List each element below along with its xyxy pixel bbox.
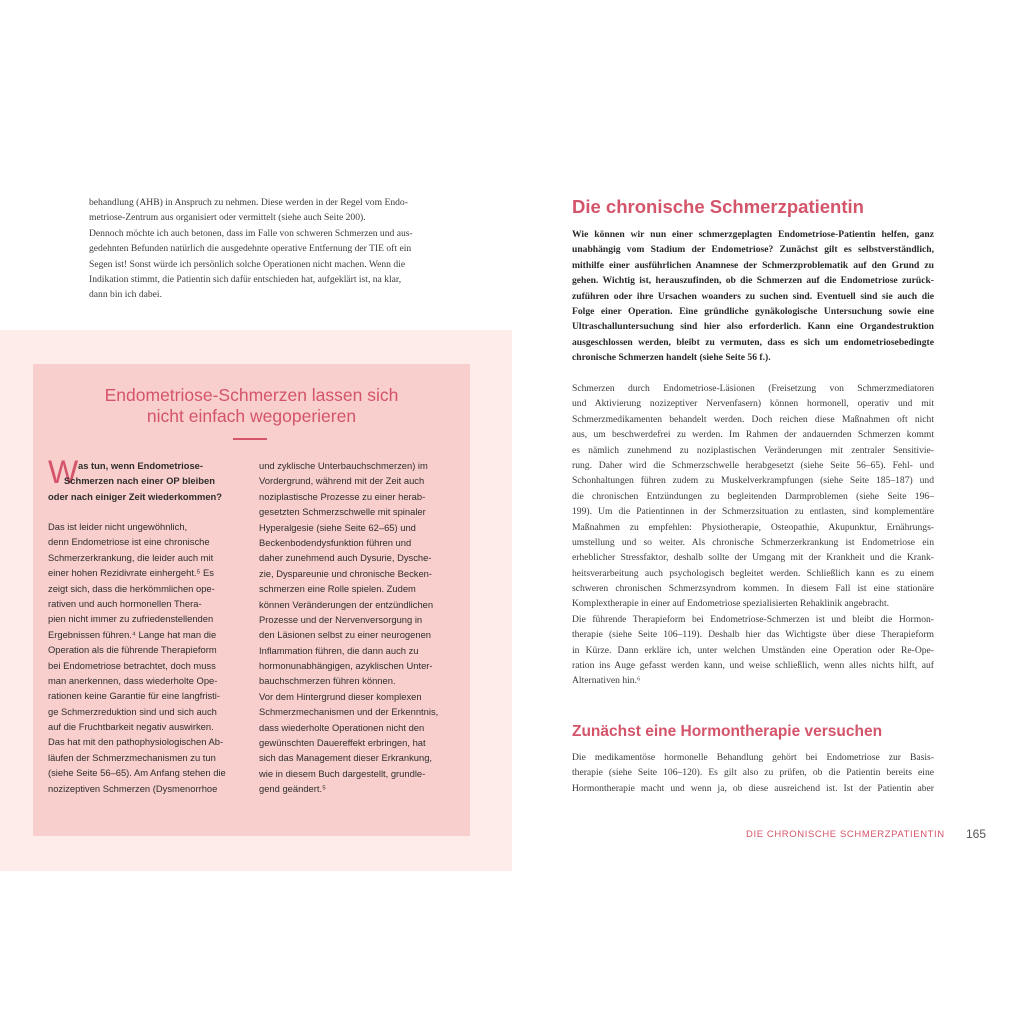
box-text-line: daher zunehmend auch Dysurie, Dysche- xyxy=(259,552,432,564)
question-line: as tun, wenn Endometriose- xyxy=(78,460,204,471)
box-text-line: und zyklische Unterbauchschmerzen) im xyxy=(259,460,428,471)
body-line: Schonhaltungen führen zudem zu Muskelverkrampfungen (siehe Seite 185–187) und xyxy=(572,475,934,487)
body-line: Maßnahmen zu empfehlen: Physiotherapie, Osteopathie, Akupunktur, Ernährungs- xyxy=(572,521,934,533)
section-body xyxy=(572,381,934,689)
box-text-line: können Veränderungen der entzündlichen xyxy=(259,598,434,610)
body-line: 199). Um die Patientinnen in der Schmerzsituation zu entlasten, sind komplementäre xyxy=(572,506,934,518)
question-line: Schmerzen nach einer OP bleiben xyxy=(64,475,215,487)
box-text-line: bei Endometriose betrachtet, doch muss xyxy=(48,659,216,671)
box-text-line: Schmerzerkrankung, die leider auch mit xyxy=(48,551,214,563)
left-page-intro-text xyxy=(89,195,453,303)
box-text-line: Das ist leider nicht ungewöhnlich, xyxy=(48,521,188,532)
box-text-line: Beckenbodendysfunktion führen und xyxy=(259,536,412,548)
box-text-line: Das hat mit den pathophysiologischen Ab- xyxy=(48,736,224,748)
box-text-line: zeigt sich, dass die herkömmlichen ope- xyxy=(48,582,215,594)
question-line: oder nach einiger Zeit wiederkommen? xyxy=(48,490,223,502)
intro-line: unabhängig vom Stadium der Endometriose? Zunächst gilt es selbstverständlich, xyxy=(572,244,934,256)
body-line: und Aktivierung nozizeptiver Nervenfasern) können hormonell, operativ und mit xyxy=(572,398,934,410)
box-text-line: dass wiederholte Operationen nicht den xyxy=(259,721,425,733)
text-line: gedehnten Befunden natürlich die ausgedehnte operative Entfernung der TIE oft ein xyxy=(89,243,412,255)
box-text-line: Vordergrund, während mit der Zeit auch xyxy=(259,475,425,487)
intro-line: Wie können wir nun einer schmerzgeplagten Endometriose-Patientin helfen, ganz xyxy=(572,229,934,240)
text-line: dann bin ich dabei. xyxy=(89,289,162,301)
box-text-line: rativen und auch hormonellen Thera- xyxy=(48,597,202,609)
box-text-line: gewünschten Dauereffekt erbringen, hat xyxy=(259,737,426,749)
body-line: therapie (siehe Seite 106–120). Es gilt also zu prüfen, ob die Patientin bereits eine xyxy=(572,767,934,779)
text-line: Dennoch möchte ich auch betonen, dass im Falle von schweren Schmerzen und aus- xyxy=(89,227,413,239)
intro-line: zuführen oder ihre Ursachen woanders zu suchen sind. Eventuell sind sie auch die xyxy=(572,290,934,302)
body-line: Schmerzen durch Endometriose-Läsionen (Freisetzung von Schmerzmediatoren xyxy=(572,383,934,394)
box-text-line: noziplastische Prozesse zu einer herab- xyxy=(259,490,426,502)
box-text-line: gend geändert.⁵ xyxy=(259,783,326,795)
body-line: Die führende Therapieform bei Endometriose-Schmerzen ist und bleibt die Hormon- xyxy=(572,613,934,625)
box-text-line: Ergebnissen führen.⁴ Lange hat man die xyxy=(48,628,217,640)
box-text-line: (siehe Seite 56–65). Am Anfang stehen die xyxy=(48,767,226,779)
box-text-line: einer hohen Rezidivrate einhergeht.⁵ Es xyxy=(48,567,214,579)
running-footer: DIE CHRONISCHE SCHMERZPATIENTIN xyxy=(746,829,945,840)
box-text-line: Inflammation führen, die dann auch zu xyxy=(259,644,419,656)
info-box-title-line-1: Endometriose-Schmerzen lassen sich xyxy=(104,385,399,405)
info-box-column-1 xyxy=(48,519,244,796)
body-line: Hormontherapie macht und wenn ja, ob diese ausreichend ist. Ist der Patientin aber xyxy=(572,782,934,794)
box-text-line: den Läsionen selbst zu einer neurogenen xyxy=(259,629,432,641)
subsection-body xyxy=(572,750,934,796)
body-line: Komplextherapie in einer auf Endometriose spezialisierten Rehaklinik angebracht. xyxy=(572,598,890,610)
body-line: therapie (siehe Seite 106–119). Deshalb hier das Wichtigste über diese Therapieform xyxy=(572,629,934,641)
intro-line: gehen. Wichtig ist, herauszufinden, ob die Schmerzen auf die Endometriose zurück- xyxy=(572,275,934,287)
subheading: Zunächst eine Hormontherapie versuchen xyxy=(572,723,883,740)
text-line: metriose-Zentrum aus organisiert oder vermittelt (siehe auch Seite 200). xyxy=(89,212,366,224)
body-line: Alternativen hin.⁶ xyxy=(572,675,641,687)
body-line: Schmerzmedikamenten behandelt werden. Doch reichen diese Maßnahmen oft nicht xyxy=(572,413,934,425)
body-line: Die medikamentöse hormonelle Behandlung gehört bei Endometriose zur Basis- xyxy=(572,752,934,763)
box-text-line: Vor dem Hintergrund dieser komplexen xyxy=(259,690,422,702)
dropcap-letter: W xyxy=(48,454,79,490)
section-intro xyxy=(572,227,934,366)
section-title: Die chronische Schmerzpatientin xyxy=(572,196,864,217)
intro-line: chronische Schmerzen handelt (siehe Seite 56 f.). xyxy=(572,352,771,364)
body-line: heitsverarbeitung auch psychologisch begleitet werden. Schließlich kann es zu einem xyxy=(572,567,934,579)
intro-line: Folge einer Operation. Eine gründliche gynäkologische Untersuchung sowie eine xyxy=(572,305,934,317)
box-text-line: nozizeptiven Schmerzen (Dysmenorrhoe xyxy=(48,782,218,794)
box-text-line: bauchschmerzen führen können. xyxy=(259,675,396,687)
text-line: Segen ist! Sonst würde ich persönlich solche Operationen nicht machen. Wenn die xyxy=(89,258,406,270)
body-line: aus, um beschwerdefrei zu werden. Im Rahmen der andauernden Schmerzen kommt xyxy=(572,429,934,441)
box-text-line: Schmerzmechanismen und der Erkenntnis, xyxy=(259,706,439,718)
box-text-line: Operation als die führende Therapieform xyxy=(48,644,217,656)
box-text-line: auf die Fruchtbarkeit negativ auswirken. xyxy=(48,721,214,733)
info-box-column-2 xyxy=(259,458,459,797)
intro-line: ausgeschlossen werden, bleibt zu vermuten, dass es sich um endometriosebedingte xyxy=(572,336,934,348)
text-line: behandlung (AHB) in Anspruch zu nehmen. Diese werden in der Regel vom Endo- xyxy=(89,197,408,208)
box-text-line: sich das Management dieser Erkrankung, xyxy=(259,752,433,764)
box-text-line: wie in diesem Buch dargestellt, grundle- xyxy=(259,767,426,779)
box-text-line: schmerzen eine Rolle spielen. Zudem xyxy=(259,583,416,595)
box-text-line: pien nicht immer zu zufriedenstellenden xyxy=(48,613,214,625)
body-line: in Kürze. Dann erkläre ich, unter welchen Umständen eine Operation oder Re-Ope- xyxy=(572,644,934,656)
box-text-line: hormonunabhängigen, azyklischen Unter- xyxy=(259,660,433,672)
body-line: schweren chronischen Schmerzsyndrom kommen. In diesem Fall ist eine stationäre xyxy=(572,583,934,595)
box-text-line: rationen keine Garantie für eine langfristi- xyxy=(48,690,220,702)
title-divider xyxy=(233,438,267,440)
intro-line: Ultraschalluntersuchung sind hier also erforderlich. Kann eine Organdestruktion xyxy=(572,321,934,333)
body-line: es nämlich zunehmend zu noziplastischen Veränderungen mit zentraler Sensitivie- xyxy=(572,444,934,456)
info-box-title xyxy=(33,385,470,427)
info-box-question xyxy=(48,454,244,504)
body-line: erheblicher Stressfaktor, deshalb sollte der Umgang mit der Krankheit und die Krank- xyxy=(572,552,934,564)
body-line: umstellung und so weiter. Als chronische Schmerzerkrankung ist Endometriose ein xyxy=(572,536,934,548)
box-text-line: zie, Dyspareunie und chronische Becken- xyxy=(259,567,433,579)
box-text-line: Prozesse und der Nervenversorgung in xyxy=(259,613,423,625)
box-text-line: denn Endometriose ist eine chronische xyxy=(48,536,210,548)
box-text-line: gesetzten Schmerzschwelle mit spinaler xyxy=(259,506,426,518)
body-line: ration ins Auge gefasst werden kann, und weise schließlich, wenn alles nichts hilft, auf xyxy=(572,660,934,672)
info-box-title-line-2: nicht einfach wegoperieren xyxy=(146,406,357,426)
body-line: rung. Daher wird die Schmerzschwelle herabgesetzt (siehe Seite 56–65). Fehl- und xyxy=(572,459,934,471)
box-text-line: läufen der Schmerzmechanismen zu tun xyxy=(48,751,216,763)
box-text-line: Hyperalgesie (siehe Seite 62–65) und xyxy=(259,521,416,533)
page-number: 165 xyxy=(966,827,987,841)
box-text-line: man anerkennen, dass wiederholte Ope- xyxy=(48,674,218,686)
body-line: die chronischen Entzündungen zu begleitenden Darmproblemen (siehe Seite 196– xyxy=(572,490,934,502)
intro-line: mithilfe einer ausführlichen Anamnese der Schmerzproblematik auf den Grund zu xyxy=(572,259,934,271)
box-text-line: ge Schmerzreduktion sind und sich auch xyxy=(48,705,217,717)
text-line: Indikation stimmt, die Patientin sich dafür entschieden hat, aufgeklärt ist, na klar, xyxy=(89,273,402,285)
